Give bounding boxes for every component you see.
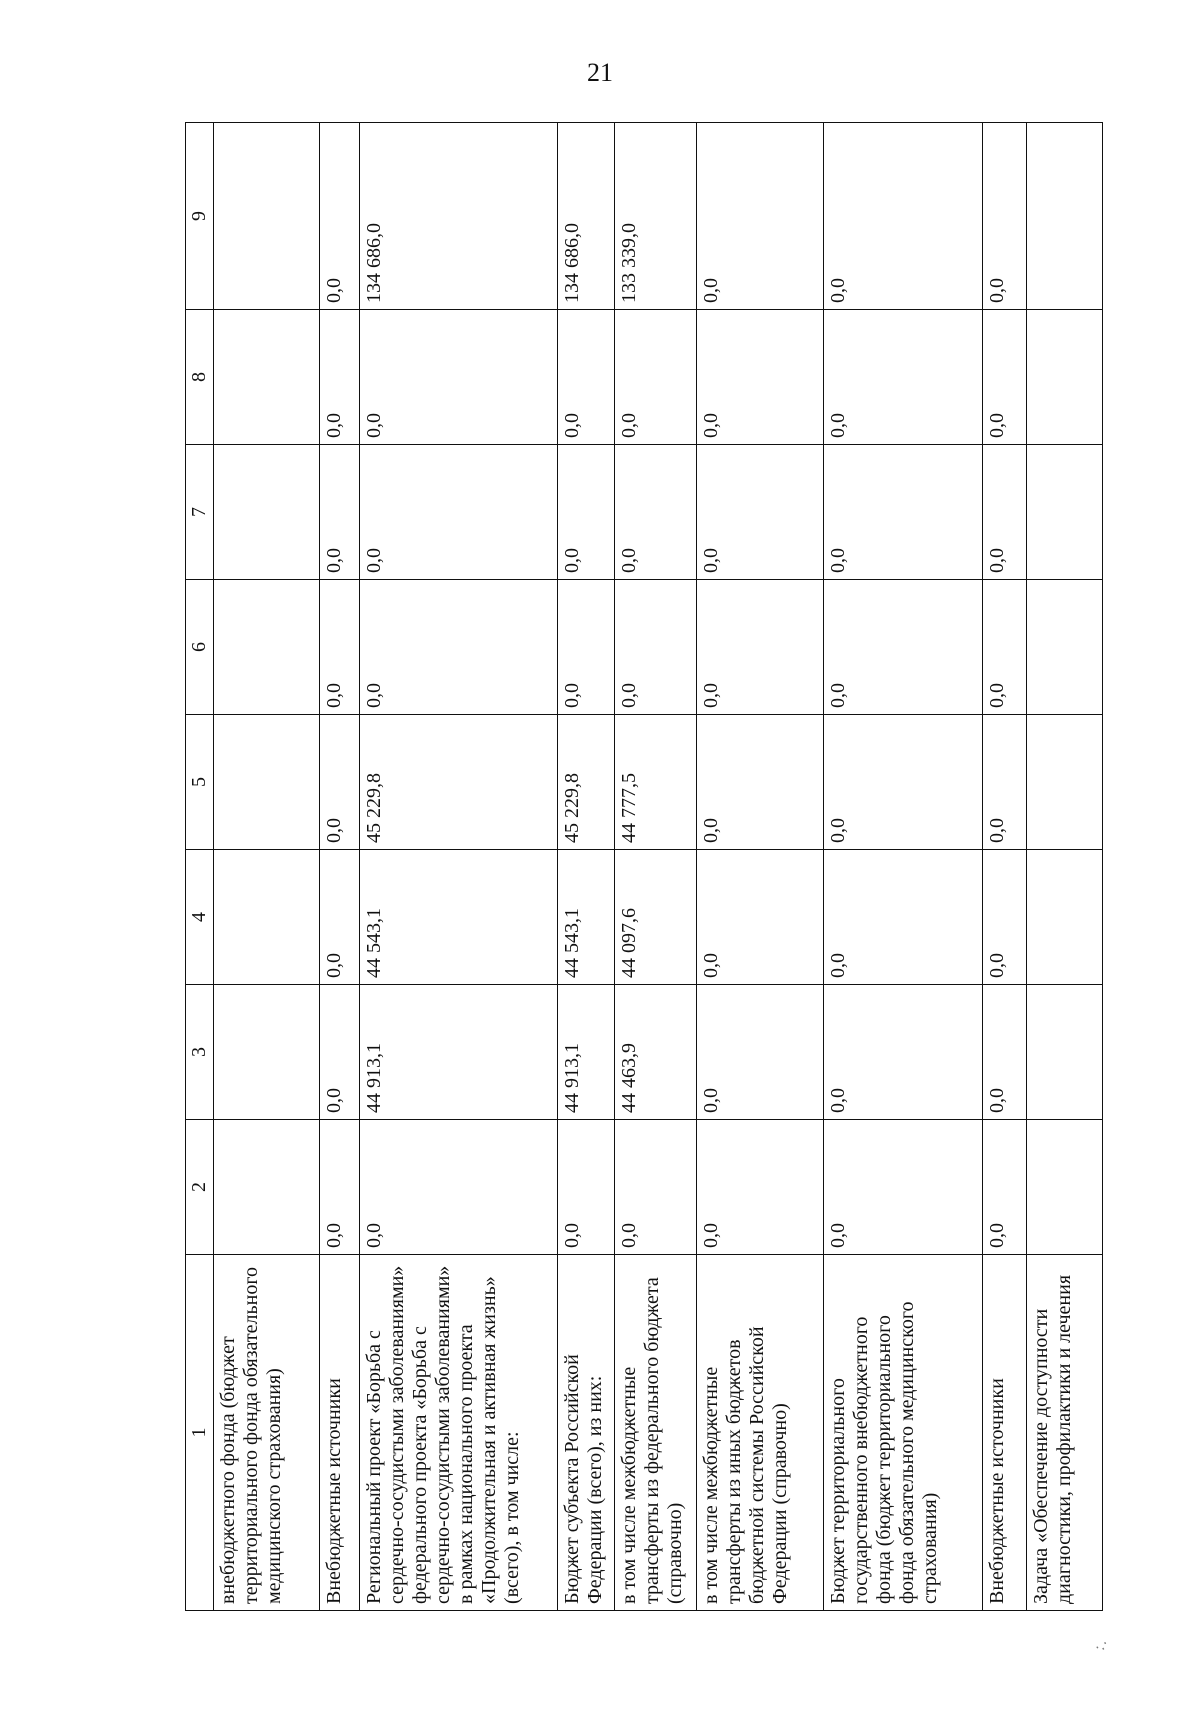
value-cell: 0,0	[558, 310, 615, 445]
value-cell: 45 229,8	[558, 715, 615, 850]
value-cell: 0,0	[983, 985, 1027, 1120]
value-cell: 134 686,0	[359, 123, 558, 310]
value-cell: 44 543,1	[558, 850, 615, 985]
value-cell: 44 097,6	[615, 850, 697, 985]
column-number: 6	[186, 580, 214, 715]
value-cell: 0,0	[697, 715, 823, 850]
value-cell: 0,0	[823, 310, 983, 445]
row-label: Бюджет территориального государственного внебюджетного фонда (бюджет территориального фонда обязательного медицинского страхования)	[823, 1255, 983, 1611]
value-cell: 0,0	[697, 985, 823, 1120]
value-cell: 0,0	[823, 715, 983, 850]
table-row	[697, 123, 823, 1611]
value-cell	[1027, 123, 1103, 310]
table-row	[823, 123, 983, 1611]
value-cell: 0,0	[615, 310, 697, 445]
table-row	[214, 123, 320, 1611]
row-label: Внебюджетные источники	[983, 1255, 1027, 1611]
value-cell: 0,0	[983, 445, 1027, 580]
value-cell: 0,0	[823, 445, 983, 580]
value-cell: 133 339,0	[615, 123, 697, 310]
value-cell	[214, 310, 320, 445]
value-cell: 0,0	[823, 850, 983, 985]
value-cell: 0,0	[983, 310, 1027, 445]
row-label: Бюджет субъекта Российской Федерации (всего), из них:	[558, 1255, 615, 1611]
table-container	[185, 123, 1103, 1611]
value-cell: 0,0	[983, 715, 1027, 850]
value-cell	[214, 985, 320, 1120]
column-number: 2	[186, 1120, 214, 1255]
value-cell: 0,0	[615, 580, 697, 715]
value-cell: 0,0	[823, 580, 983, 715]
budget-table	[185, 122, 1103, 1611]
value-cell	[1027, 310, 1103, 445]
value-cell: 0,0	[319, 985, 359, 1120]
row-label: в том числе межбюджетные трансферты из федерального бюджета (справочно)	[615, 1255, 697, 1611]
table-row	[983, 123, 1027, 1611]
row-label: Задача «Обеспечение доступности диагностики, профилактики и лечения	[1027, 1255, 1103, 1611]
value-cell: 0,0	[697, 850, 823, 985]
value-cell	[1027, 985, 1103, 1120]
value-cell: 0,0	[319, 580, 359, 715]
value-cell: 0,0	[558, 1120, 615, 1255]
value-cell: 0,0	[319, 123, 359, 310]
value-cell: 0,0	[558, 580, 615, 715]
column-number: 9	[186, 123, 214, 310]
value-cell: 0,0	[319, 1120, 359, 1255]
value-cell: 0,0	[983, 580, 1027, 715]
row-label: Региональный проект «Борьба с сердечно-сосудистыми заболеваниями» федерального проекта «Борьба с сердечно-сосудистыми заболеваниями» в рамках национального проекта «Продолжительная и активная жизнь» (всего), в том числе:	[359, 1255, 558, 1611]
value-cell: 0,0	[319, 310, 359, 445]
value-cell: 0,0	[823, 123, 983, 310]
value-cell: 0,0	[697, 310, 823, 445]
value-cell	[214, 123, 320, 310]
table-body	[214, 123, 1103, 1611]
value-cell	[214, 580, 320, 715]
table-row	[1027, 123, 1103, 1611]
value-cell: 0,0	[359, 310, 558, 445]
value-cell: 44 913,1	[359, 985, 558, 1120]
value-cell: 0,0	[359, 1120, 558, 1255]
row-label: Внебюджетные источники	[319, 1255, 359, 1611]
value-cell: 0,0	[558, 445, 615, 580]
rotated-table-frame	[185, 123, 1103, 1611]
column-number: 3	[186, 985, 214, 1120]
row-label: в том числе межбюджетные трансферты из иных бюджетов бюджетной системы Российской Федерации (справочно)	[697, 1255, 823, 1611]
value-cell: 0,0	[823, 1120, 983, 1255]
column-number: 7	[186, 445, 214, 580]
value-cell	[214, 1120, 320, 1255]
value-cell	[1027, 580, 1103, 715]
value-cell: 0,0	[615, 1120, 697, 1255]
value-cell: 44 913,1	[558, 985, 615, 1120]
value-cell	[1027, 715, 1103, 850]
scan-artifact: ·.·	[1091, 1635, 1112, 1657]
value-cell: 0,0	[319, 850, 359, 985]
value-cell: 0,0	[697, 445, 823, 580]
value-cell: 44 543,1	[359, 850, 558, 985]
page-number: 21	[587, 58, 613, 87]
column-number: 1	[186, 1255, 214, 1611]
value-cell	[214, 850, 320, 985]
column-number: 8	[186, 310, 214, 445]
value-cell: 0,0	[359, 445, 558, 580]
value-cell	[214, 445, 320, 580]
value-cell: 134 686,0	[558, 123, 615, 310]
value-cell: 0,0	[319, 445, 359, 580]
value-cell	[1027, 850, 1103, 985]
value-cell	[214, 715, 320, 850]
table-row	[319, 123, 359, 1611]
value-cell: 0,0	[983, 1120, 1027, 1255]
value-cell: 0,0	[823, 985, 983, 1120]
value-cell: 0,0	[697, 123, 823, 310]
value-cell	[1027, 1120, 1103, 1255]
column-number-row	[186, 123, 214, 1611]
value-cell: 44 463,9	[615, 985, 697, 1120]
value-cell	[1027, 445, 1103, 580]
row-label: внебюджетного фонда (бюджет территориального фонда обязательного медицинского страхования)	[214, 1255, 320, 1611]
value-cell: 0,0	[319, 715, 359, 850]
value-cell: 0,0	[359, 580, 558, 715]
table-row	[558, 123, 615, 1611]
table-row	[359, 123, 558, 1611]
column-number: 5	[186, 715, 214, 850]
table-row	[615, 123, 697, 1611]
value-cell: 0,0	[697, 580, 823, 715]
column-number: 4	[186, 850, 214, 985]
value-cell: 44 777,5	[615, 715, 697, 850]
value-cell: 0,0	[983, 850, 1027, 985]
value-cell: 0,0	[615, 445, 697, 580]
value-cell: 0,0	[697, 1120, 823, 1255]
value-cell: 45 229,8	[359, 715, 558, 850]
value-cell: 0,0	[983, 123, 1027, 310]
